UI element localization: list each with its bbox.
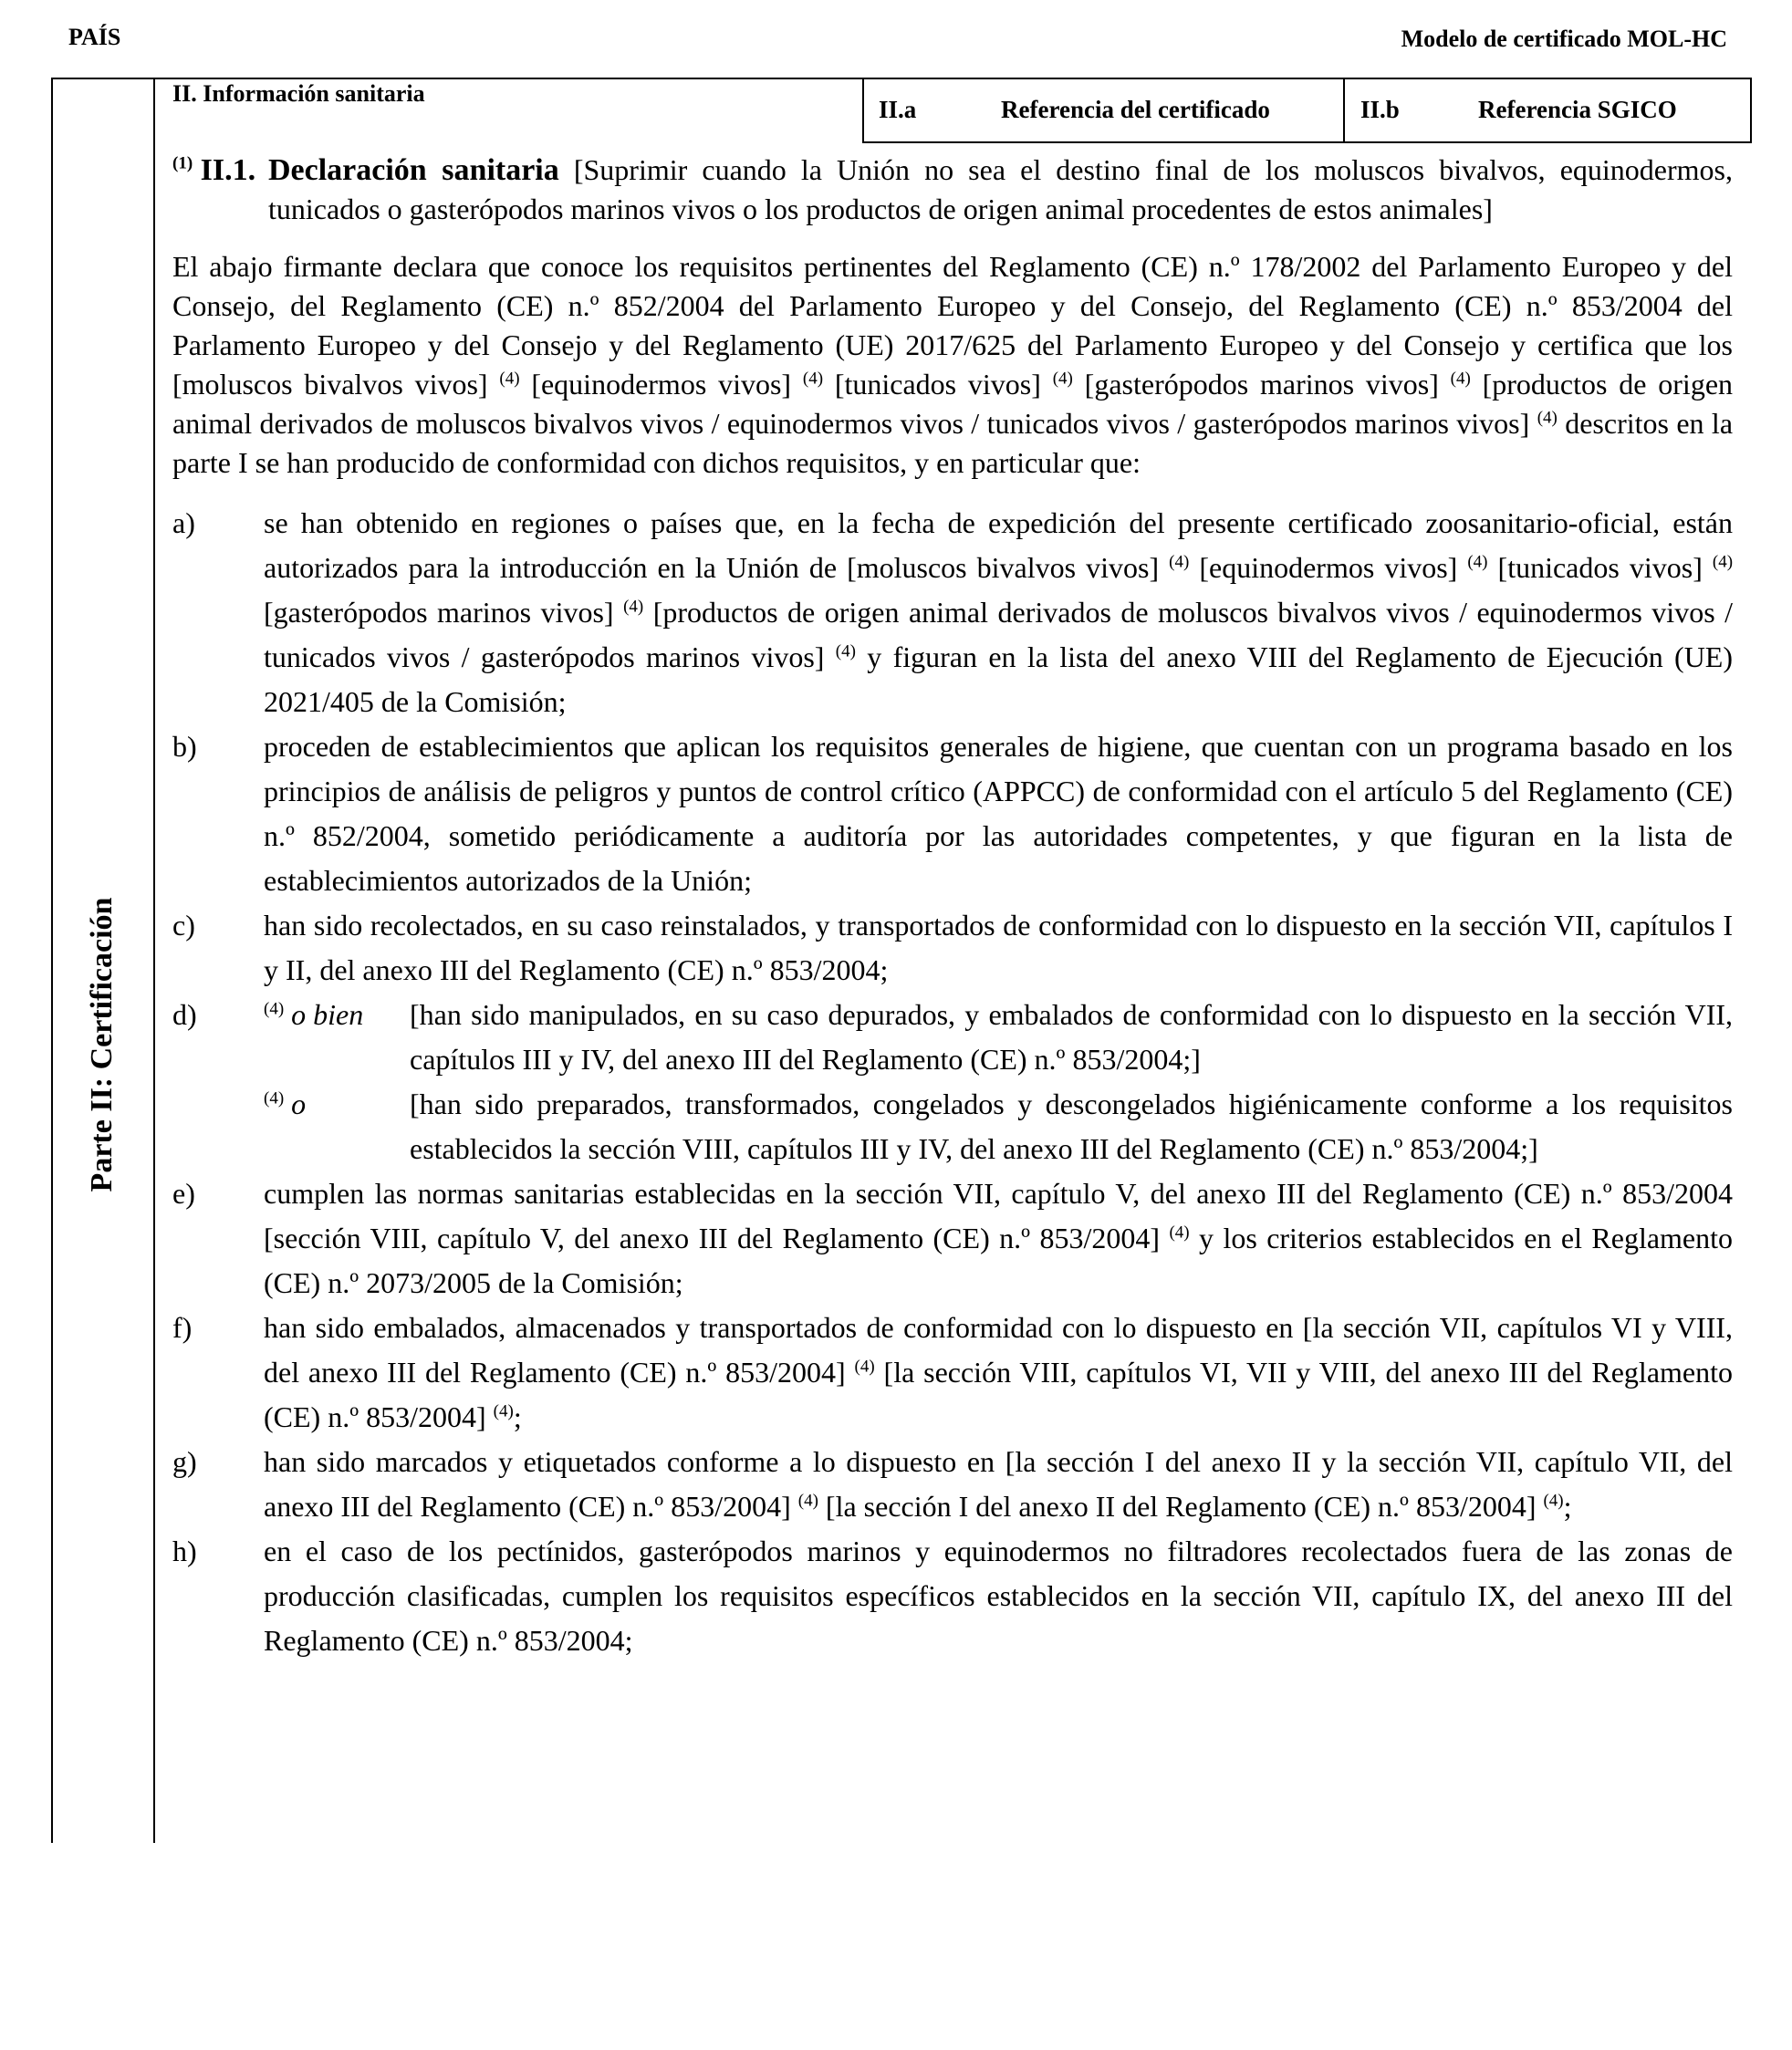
ref-a-left-border [862, 78, 864, 143]
ref-b-code: II.b [1360, 96, 1400, 123]
list-item: h) en el caso de los pectínidos, gasterópodos marinos y equinodermos no filtradores recolectados fuera de las zonas de producción clasificadas, cumplen los requisitos específicos establecidos en la sección VII, capítulo IX, del anexo III del Reglamento (CE) n.º 853/2004; [172, 1535, 1733, 1657]
part-ii-certification-label: Parte II: Certificación [85, 897, 119, 1192]
list-item: b) proceden de establecimientos que aplican los requisitos generales de higiene, que cuentan con un programa basado en los principios de análisis de peligros y puntos de control crítico (APPCC) de conformidad con el artículo 5 del Reglamento (CE) n.º 852/2004, sometido periódicamente a auditoría por las autoridades competentes, y que figuran en la lista de establecimientos autorizados de la Unión; [172, 730, 1733, 897]
conditions-list [172, 501, 1733, 1663]
side-column-border [153, 78, 155, 1843]
list-item: d) $^{(4)}$ o bien [han sido manipulados, en su caso depurados, y embalados de conformidad con lo dispuesto en la sección VII, capítulos III y IV, del anexo III del Reglamento (CE) n.º 853/2004;] $^{(4)}$ o [han sido preparados, transformados, congelados y descongelados higiénicamente conforme a los requisitos establecidos la sección VIII, capítulos III y IV, del anexo III del Reglamento (CE) n.º 853/2004;] [172, 993, 1733, 1171]
intro-paragraph: El abajo firmante declara que conoce los requisitos pertinentes del Reglamento (CE) n.º 178/2002 del Parlamento Europeo y del Consejo, del Reglamento (CE) n.º 852/2004 del Parlamento Europeo y del Consejo, del Reglamento (CE) n.º 853/2004 del Parlamento Europeo y del Consejo y del Reglamento (UE) 2017/625 del Parlamento Europeo y del Consejo y certifica que los [moluscos bivalvos vivos] $^{(4)}$ [equinodermos vivos] $^{(4)}$ [tunicados vivos] $^{(4)}$ [gasterópodos marinos vivos] $^{(4)}$ [productos de origen animal derivados de moluscos bivalvos vivos / equinodermos vivos / tunicados vivos / gasterópodos marinos vivos] $^{(4)}$ descritos en la parte I se han producido de conformidad con dichos requisitos, y en particular que: [172, 250, 1734, 479]
ref-b-left-border [1343, 78, 1345, 143]
declaration-title: Declaración sanitaria [268, 153, 559, 187]
option-o: $^{(4)}$ o [han sido preparados, transformados, congelados y descongelados higiénicamente conforme a los requisitos establecidos la sección VIII, capítulos III y IV, del anexo III del Reglamento (CE) n.º 853/2004;] [264, 1087, 1733, 1165]
certification-body [172, 151, 1733, 1663]
sgico-reference-label: Referencia SGICO [1478, 96, 1677, 123]
certificate-model-label: Modelo de certificado MOL-HC [1401, 26, 1727, 52]
list-item: c) han sido recolectados, en su caso reinstalados, y transportados de conformidad con lo dispuesto en la sección VII, capítulos I y II, del anexo III del Reglamento (CE) n.º 853/2004; [172, 909, 1733, 986]
declaration-note: [Suprimir cuando la Unión no sea el destino final de los moluscos bivalvos, equinodermos, tunicados o gasterópodos marinos vivos o los productos de origen animal procedentes de estos animales] [268, 153, 1734, 225]
list-item: g) han sido marcados y etiquetados conforme a lo dispuesto en [la sección I del anexo II y la sección VII, capítulo VII, del anexo III del Reglamento (CE) n.º 853/2004] $^{(4)}$ [la sección I del anexo II del Reglamento (CE) n.º 853/2004] $^{(4)}$; [172, 1445, 1733, 1523]
frame-right-border [1750, 78, 1752, 143]
ref-row-bottom-border [862, 141, 1752, 143]
list-item: e) cumplen las normas sanitarias establecidas en la sección VII, capítulo V, del anexo III del Reglamento (CE) n.º 853/2004 [sección VIII, capítulo V, del anexo III del Reglamento (CE) n.º 853/2004] $^{(4)}$ y los criterios establecidos en el Reglamento (CE) n.º 2073/2005 de la Comisión; [172, 1177, 1734, 1299]
declaration-heading: $^{(1)}$ II.1. [172, 153, 256, 187]
list-item: f) han sido embalados, almacenados y transportados de conformidad con lo dispuesto en [la sección VII, capítulos VI y VIII, del anexo III del Reglamento (CE) n.º 853/2004] $^{(4)}$ [la sección VIII, capítulos VI, VII y VIII, del anexo III del Reglamento (CE) n.º 853/2004] $^{(4)}$; [172, 1311, 1734, 1433]
ref-a-code: II.a [879, 96, 917, 123]
certificate-reference-label: Referencia del certificado [1001, 96, 1270, 123]
health-declaration [172, 151, 1733, 229]
list-item: a) se han obtenido en regiones o países que, en la fecha de expedición del presente certificado zoosanitario-oficial, están autorizados para la introducción en la Unión de [moluscos bivalvos vivos] $^{(4)}$ [equinodermos vivos] $^{(4)}$ [tunicados vivos] $^{(4)}$ [gasterópodos marinos vivos] $^{(4)}$ [productos de origen animal derivados de moluscos bivalvos vivos / equinodermos vivos / tunicados vivos / gasterópodos marinos vivos] $^{(4)}$ y figuran en la lista del anexo VIII del Reglamento de Ejecución (UE) 2021/405 de la Comisión; [172, 506, 1734, 718]
option-o-bien: $^{(4)}$ o bien [han sido manipulados, en su caso depurados, y embalados de conformidad con lo dispuesto en la sección VII, capítulos III y IV, del anexo III del Reglamento (CE) n.º 853/2004;] [264, 998, 1733, 1076]
country-label: PAÍS [68, 24, 121, 50]
section-title: II. Información sanitaria [172, 80, 425, 107]
side-column [51, 78, 153, 1843]
